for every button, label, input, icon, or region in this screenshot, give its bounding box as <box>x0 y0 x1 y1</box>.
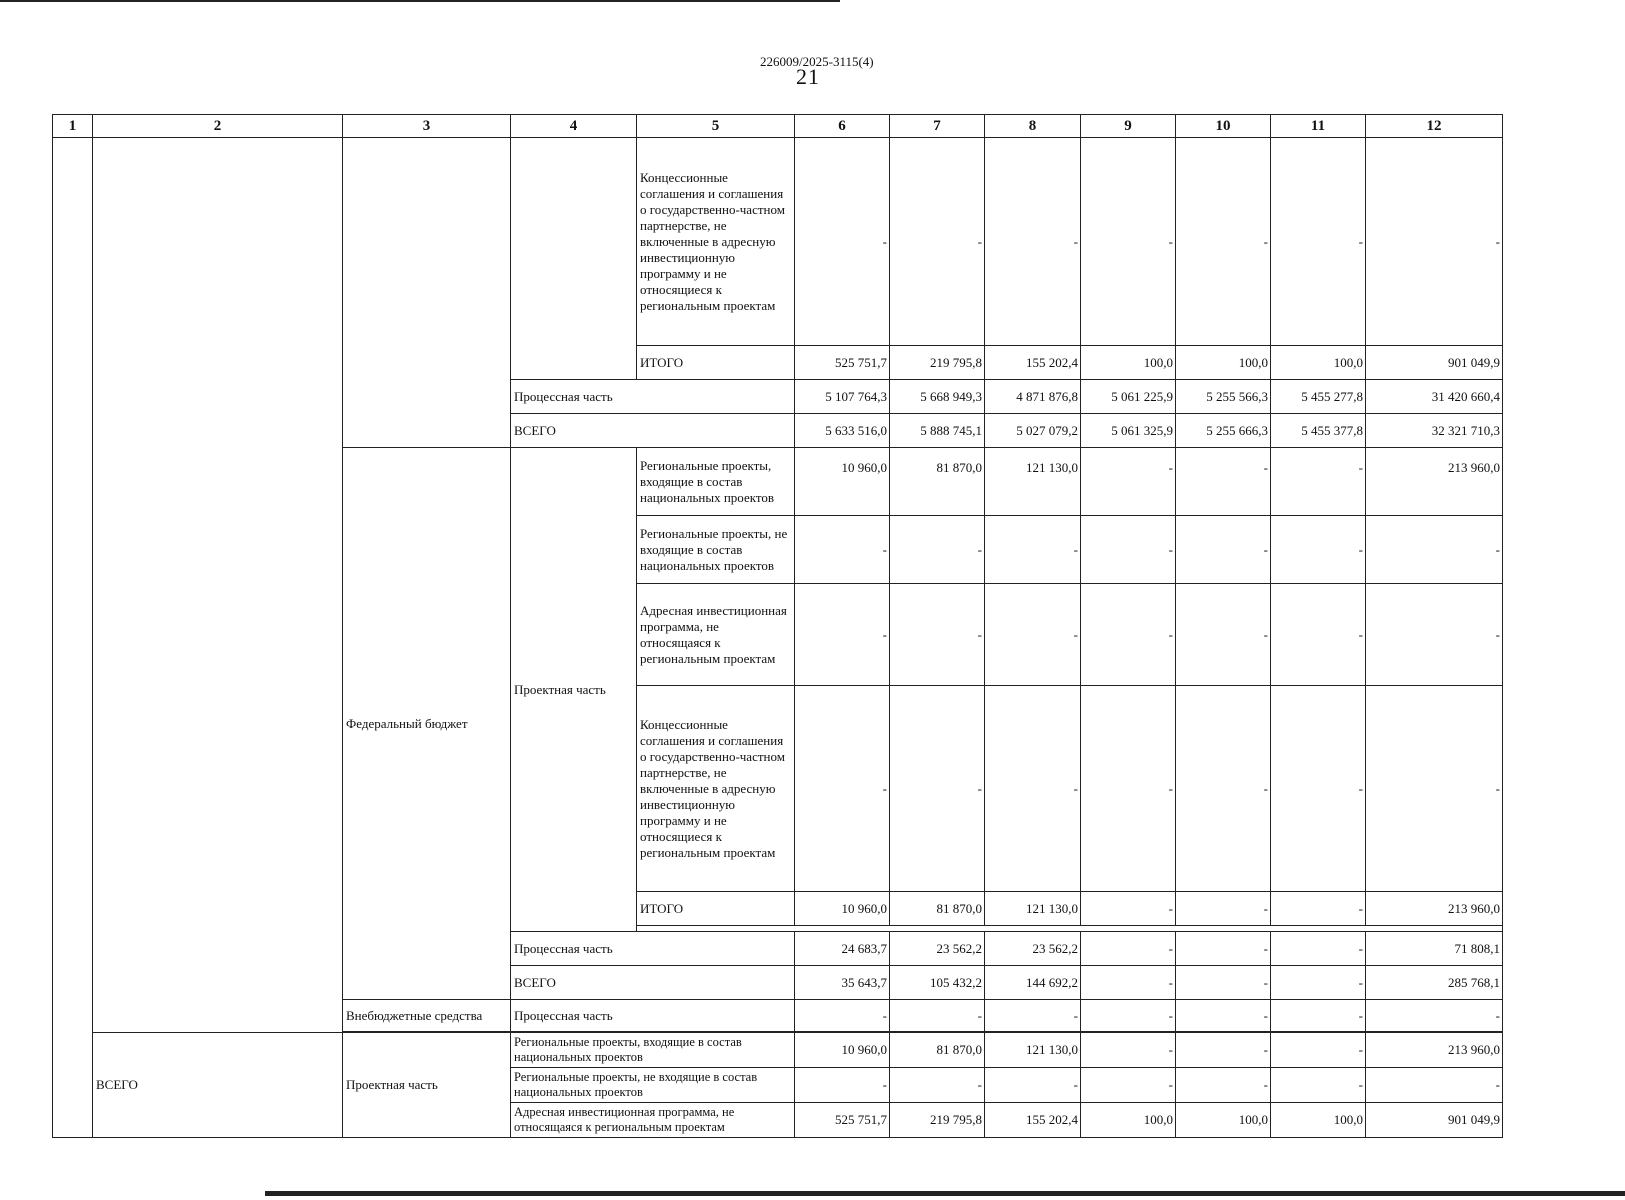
label-process-part: Процессная часть <box>511 1000 795 1032</box>
value-cell: 155 202,4 <box>985 346 1081 380</box>
col-num: 8 <box>985 115 1081 138</box>
value-cell: - <box>1176 1033 1271 1068</box>
value-cell: - <box>1081 932 1176 966</box>
value-cell: 901 049,9 <box>1366 346 1503 380</box>
label-vsego: ВСЕГО <box>511 966 795 1000</box>
value-cell: 5 633 516,0 <box>795 414 890 448</box>
value-cell: - <box>1366 1068 1503 1103</box>
value-cell: 10 960,0 <box>795 448 890 516</box>
value-cell: 24 683,7 <box>795 932 890 966</box>
value-cell: 901 049,9 <box>1366 1103 1503 1138</box>
label-extrabudget: Внебюджетные средства <box>343 1000 511 1032</box>
value-cell: 35 643,7 <box>795 966 890 1000</box>
label-project-part: Проектная часть <box>511 448 637 932</box>
value-cell: 100,0 <box>1176 1103 1271 1138</box>
budget-table <box>52 114 1503 1138</box>
label-federal-budget: Федеральный бюджет <box>343 448 511 1000</box>
value-cell: - <box>1176 584 1271 686</box>
value-cell: 10 960,0 <box>795 892 890 926</box>
value-cell: - <box>1366 584 1503 686</box>
value-cell: 213 960,0 <box>1366 448 1503 516</box>
value-cell: 5 061 325,9 <box>1081 414 1176 448</box>
label-aip-wide: Адресная инвестиционная программа, не относящаяся к региональным проектам <box>511 1103 795 1138</box>
value-cell: 5 888 745,1 <box>890 414 985 448</box>
col-num: 3 <box>343 115 511 138</box>
col-num: 11 <box>1271 115 1366 138</box>
value-cell: 5 455 277,8 <box>1271 380 1366 414</box>
value-cell: - <box>1081 584 1176 686</box>
cell-col2-empty <box>93 138 343 1033</box>
value-cell: - <box>890 1068 985 1103</box>
value-cell: 100,0 <box>1176 346 1271 380</box>
value-cell: - <box>1176 892 1271 926</box>
value-cell: - <box>985 138 1081 346</box>
table-row <box>53 138 1503 346</box>
label-aip: Адресная инвестиционная программа, не относящаяся к региональным проектам <box>637 584 795 686</box>
value-cell: 31 420 660,4 <box>1366 380 1503 414</box>
value-cell: 219 795,8 <box>890 1103 985 1138</box>
value-cell: - <box>1176 1068 1271 1103</box>
label-vsego: ВСЕГО <box>511 414 795 448</box>
value-cell: - <box>1176 516 1271 584</box>
col-num: 10 <box>1176 115 1271 138</box>
value-cell: 100,0 <box>1271 1103 1366 1138</box>
label-itogo: ИТОГО <box>637 346 795 380</box>
label-reg-in-nat-wide: Региональные проекты, входящие в состав национальных проектов <box>511 1033 795 1068</box>
value-cell: 525 751,7 <box>795 1103 890 1138</box>
value-cell: 5 061 225,9 <box>1081 380 1176 414</box>
value-cell: 121 130,0 <box>985 892 1081 926</box>
value-cell: - <box>1176 448 1271 516</box>
col-num: 2 <box>93 115 343 138</box>
value-cell: 105 432,2 <box>890 966 985 1000</box>
col-num: 9 <box>1081 115 1176 138</box>
value-cell: - <box>1366 1000 1503 1032</box>
value-cell: - <box>1271 1033 1366 1068</box>
value-cell: - <box>1366 686 1503 892</box>
value-cell: - <box>1271 892 1366 926</box>
value-cell: 23 562,2 <box>985 932 1081 966</box>
value-cell: - <box>1271 448 1366 516</box>
value-cell: - <box>1366 138 1503 346</box>
value-cell: 81 870,0 <box>890 892 985 926</box>
value-cell: 213 960,0 <box>1366 1033 1503 1068</box>
value-cell: - <box>1081 448 1176 516</box>
col-num: 5 <box>637 115 795 138</box>
value-cell: - <box>985 584 1081 686</box>
col-num: 6 <box>795 115 890 138</box>
value-cell: 32 321 710,3 <box>1366 414 1503 448</box>
value-cell: 5 668 949,3 <box>890 380 985 414</box>
value-cell: - <box>890 584 985 686</box>
value-cell: - <box>1176 1000 1271 1032</box>
value-cell: 155 202,4 <box>985 1103 1081 1138</box>
value-cell: - <box>1176 138 1271 346</box>
column-number-row <box>53 115 1503 138</box>
value-cell: - <box>890 1000 985 1032</box>
label-reg-in-nat: Региональные проекты, входящие в состав национальных проектов <box>637 448 795 516</box>
value-cell: - <box>1271 1068 1366 1103</box>
value-cell: - <box>795 686 890 892</box>
value-cell: 525 751,7 <box>795 346 890 380</box>
label-total-project-part: Проектная часть <box>343 1033 511 1138</box>
cell-col4-empty <box>511 138 637 380</box>
value-cell: - <box>985 1068 1081 1103</box>
label-total-vsego: ВСЕГО <box>93 1033 343 1138</box>
value-cell: - <box>1081 966 1176 1000</box>
value-cell: - <box>795 1000 890 1032</box>
value-cell: - <box>1271 584 1366 686</box>
label-reg-not-in-nat: Региональные проекты, не входящие в состав национальных проектов <box>637 516 795 584</box>
value-cell: 121 130,0 <box>985 448 1081 516</box>
page-number: 21 <box>796 64 820 89</box>
label-reg-not-in-nat-wide: Региональные проекты, не входящие в состав национальных проектов <box>511 1068 795 1103</box>
cell-col3-empty <box>343 138 511 448</box>
value-cell: - <box>1271 138 1366 346</box>
label-process-part: Процессная часть <box>511 380 795 414</box>
col-num: 12 <box>1366 115 1503 138</box>
value-cell: - <box>1176 932 1271 966</box>
document-id: 226009/2025-3115(4) <box>760 54 874 69</box>
value-cell: 5 027 079,2 <box>985 414 1081 448</box>
label-process-part: Процессная часть <box>511 932 795 966</box>
value-cell: - <box>1081 138 1176 346</box>
value-cell: - <box>890 686 985 892</box>
value-cell: - <box>1176 686 1271 892</box>
value-cell: - <box>1081 516 1176 584</box>
value-cell: - <box>1271 966 1366 1000</box>
value-cell: - <box>1366 516 1503 584</box>
value-cell: - <box>890 516 985 584</box>
value-cell: - <box>985 516 1081 584</box>
value-cell: 219 795,8 <box>890 346 985 380</box>
value-cell: - <box>1081 686 1176 892</box>
value-cell: - <box>890 138 985 346</box>
value-cell: 23 562,2 <box>890 932 985 966</box>
value-cell: - <box>1271 1000 1366 1032</box>
value-cell: - <box>1271 686 1366 892</box>
value-cell: 5 455 377,8 <box>1271 414 1366 448</box>
value-cell: - <box>1081 892 1176 926</box>
value-cell: - <box>795 1068 890 1103</box>
value-cell: - <box>1081 1000 1176 1032</box>
value-cell: 285 768,1 <box>1366 966 1503 1000</box>
value-cell: - <box>1271 932 1366 966</box>
value-cell: 100,0 <box>1081 346 1176 380</box>
scan-top-line <box>0 0 840 2</box>
label-concession: Концессионные соглашения и соглашения о государственно-частном партнерстве, не включенные в адресную инвестиционную программу и не относящиеся к региональным проектам <box>637 686 795 892</box>
value-cell: 144 692,2 <box>985 966 1081 1000</box>
value-cell: 5 255 566,3 <box>1176 380 1271 414</box>
label-concession: Концессионные соглашения и соглашения о государственно-частном партнерстве, не включенные в адресную инвестиционную программу и не относящиеся к региональным проектам <box>637 138 795 346</box>
scan-bottom-line <box>265 1191 1625 1196</box>
value-cell: - <box>985 686 1081 892</box>
value-cell: - <box>795 138 890 346</box>
value-cell: 81 870,0 <box>890 448 985 516</box>
col-num: 7 <box>890 115 985 138</box>
value-cell: - <box>1081 1033 1176 1068</box>
col-num: 1 <box>53 115 93 138</box>
col-num: 4 <box>511 115 637 138</box>
value-cell: - <box>795 584 890 686</box>
value-cell: 5 107 764,3 <box>795 380 890 414</box>
value-cell: - <box>1081 1068 1176 1103</box>
value-cell: - <box>795 516 890 584</box>
value-cell: 71 808,1 <box>1366 932 1503 966</box>
table-row <box>53 1033 1503 1068</box>
value-cell: 121 130,0 <box>985 1033 1081 1068</box>
value-cell: 213 960,0 <box>1366 892 1503 926</box>
label-itogo: ИТОГО <box>637 892 795 926</box>
value-cell: 100,0 <box>1081 1103 1176 1138</box>
value-cell: 4 871 876,8 <box>985 380 1081 414</box>
value-cell: - <box>1176 966 1271 1000</box>
cell-col1 <box>53 138 93 1138</box>
value-cell: 5 255 666,3 <box>1176 414 1271 448</box>
value-cell: 10 960,0 <box>795 1033 890 1068</box>
value-cell: - <box>985 1000 1081 1032</box>
value-cell: - <box>1271 516 1366 584</box>
value-cell: 81 870,0 <box>890 1033 985 1068</box>
value-cell: 100,0 <box>1271 346 1366 380</box>
